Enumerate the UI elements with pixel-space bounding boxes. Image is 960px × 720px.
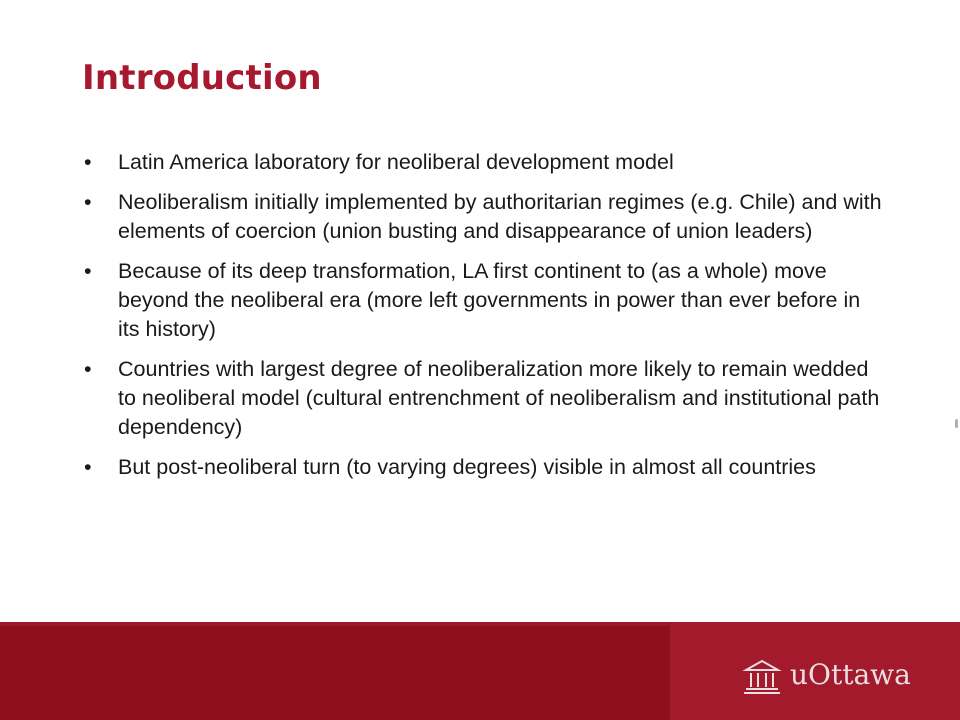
bullet-text: Neoliberalism initially implemented by authoritarian regimes (e.g. Chile) and with elements of coercion (union busting and disappearance of union leaders) (118, 190, 882, 243)
stray-mark (955, 419, 958, 428)
bullet-dot-icon: • (84, 259, 92, 283)
bullet-dot-icon: • (84, 150, 92, 174)
bullet-text: Latin America laboratory for neoliberal development model (118, 150, 674, 174)
bullet-item (82, 148, 882, 177)
bullet-dot-icon: • (84, 190, 92, 214)
slide-title: Introduction (82, 58, 322, 98)
bullet-text: But post-neoliberal turn (to varying degrees) visible in almost all countries (118, 455, 816, 479)
bullet-text: Countries with largest degree of neoliberalization more likely to remain wedded to neoliberal model (cultural entrenchment of neoliberalism and institutional path dependency) (118, 357, 880, 439)
bullet-item (82, 188, 882, 246)
logo-wordmark: uOttawa (790, 658, 911, 691)
bullet-item (82, 453, 882, 482)
bullet-dot-icon: • (84, 357, 92, 381)
bullet-dot-icon: • (84, 455, 92, 479)
bullet-text: Because of its deep transformation, LA first continent to (as a whole) move beyond the neoliberal era (more left governments in power than ever before in its history) (118, 259, 861, 341)
bullet-item (82, 257, 882, 344)
bullet-list (82, 148, 882, 493)
bullet-item (82, 355, 882, 442)
university-building-icon (742, 656, 782, 696)
